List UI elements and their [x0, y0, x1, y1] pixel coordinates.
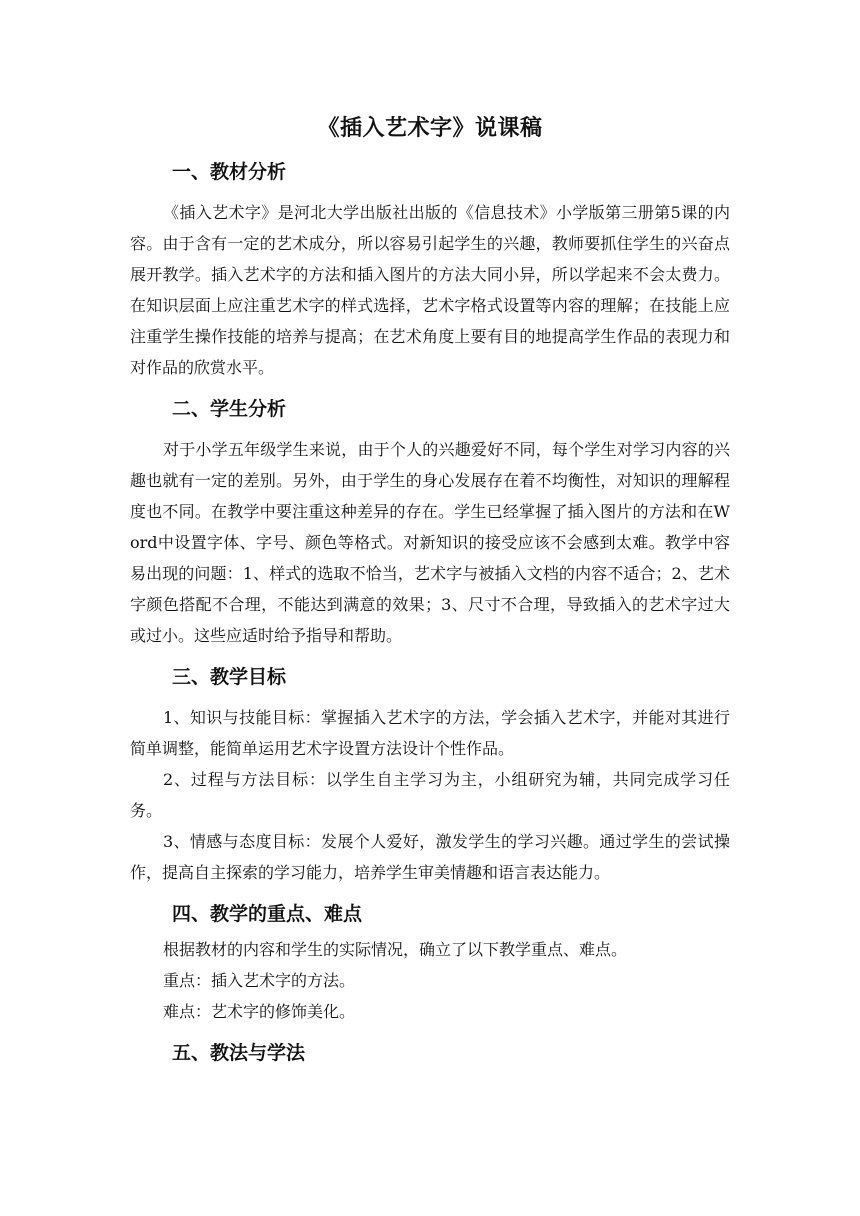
key-point-item: 重点：插入艺术字的方法。 [163, 971, 356, 990]
section-heading-student-analysis: 二、学生分析 [172, 398, 287, 420]
section-heading-key-points: 四、教学的重点、难点 [172, 903, 363, 925]
goal-paragraph: 3、情感与态度目标：发展个人爱好，激发学生的学习兴趣。通过学生的尝试操作，提高自主探索的学习能力，培养学生审美情趣和语言表达能力。 [130, 832, 730, 882]
goal-paragraph: 1、知识与技能目标：掌握插入艺术字的方法，学会插入艺术字，并能对其进行简单调整，能简单运用艺术字设置方法设计个性作品。 [130, 708, 730, 758]
section-heading-methods: 五、教法与学法 [172, 1042, 306, 1064]
difficult-point-item: 难点：艺术字的修饰美化。 [163, 1002, 356, 1021]
key-points-intro: 根据教材的内容和学生的实际情况，确立了以下教学重点、难点。 [163, 940, 628, 959]
document-body [130, 152, 730, 1073]
section-heading-teaching-goals: 三、教学目标 [172, 666, 287, 688]
section-paragraph: 对于小学五年级学生来说，由于个人的兴趣爱好不同，每个学生对学习内容的兴趣也就有一定的差别。另外，由于学生的身心发展存在着不均衡性，对知识的理解程度也不同。在教学中要注重这种差异的存在。学生已经掌握了插入图片的方法和在Word中设置字体、字号、颜色等格式。对新知识的接受应该不会感到太难。教学中容易出现的问题：1、样式的选取不恰当，艺术字与被插入文档的内容不适合；2、艺术字颜色搭配不合理，不能达到满意的效果；3、尺寸不合理，导致插入的艺术字过大或过小。这些应适时给予指导和帮助。 [130, 440, 730, 645]
goal-paragraph: 2、过程与方法目标：以学生自主学习为主，小组研究为辅，共同完成学习任务。 [130, 770, 730, 820]
section-heading-textbook-analysis: 一、教材分析 [172, 161, 287, 183]
section-paragraph: 《插入艺术字》是河北大学出版社出版的《信息技术》小学版第三册第5课的内容。由于含有一定的艺术成分，所以容易引起学生的兴趣，教师要抓住学生的兴奋点展开教学。插入艺术字的方法和插入图片的方法大同小异，所以学起来不会太费力。在知识层面上应注重艺术字的样式选择，艺术字格式设置等内容的理解；在技能上应注重学生操作技能的培养与提高；在艺术角度上要有目的地提高学生作品的表现力和对作品的欣赏水平。 [130, 203, 730, 377]
document-title: 《插入艺术字》说课稿 [317, 115, 543, 141]
